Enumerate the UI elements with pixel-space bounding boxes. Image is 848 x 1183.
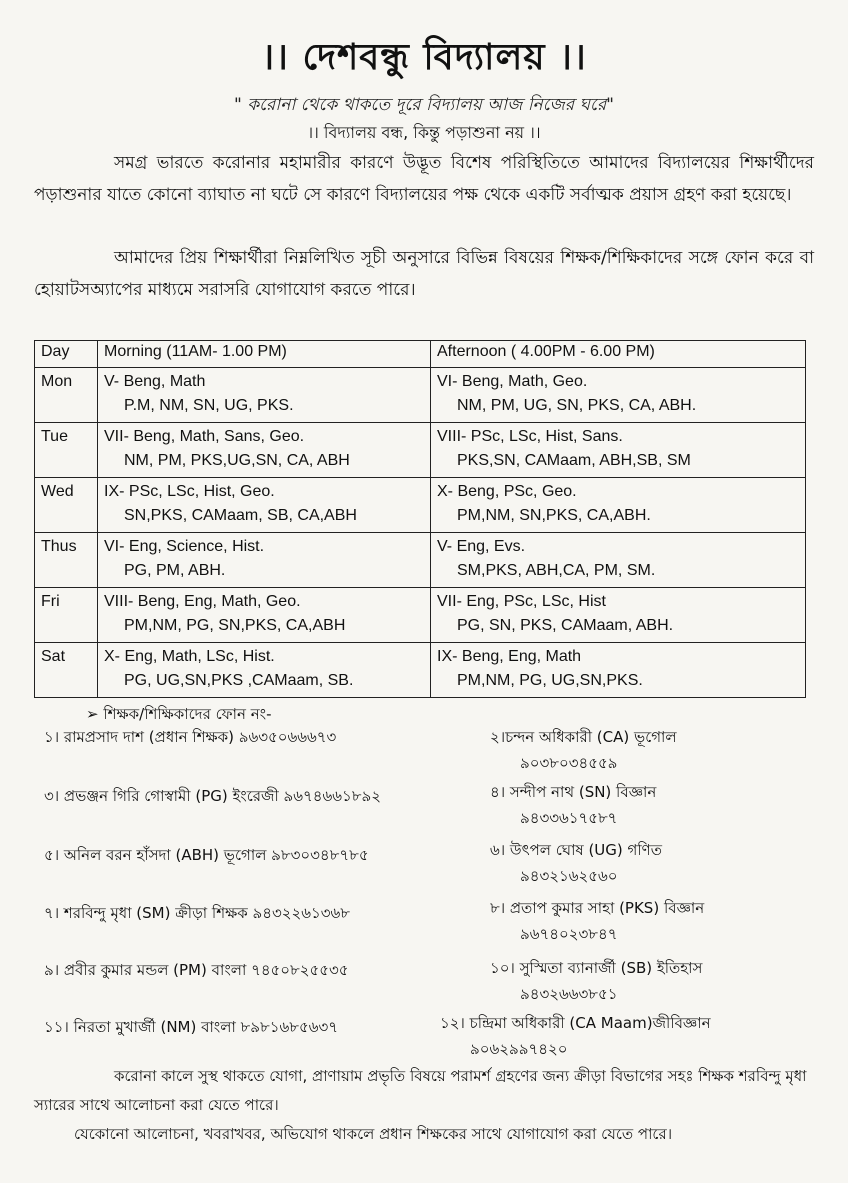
contact-item [44, 724, 336, 750]
table-row [35, 588, 806, 643]
contact-item [44, 783, 381, 809]
morning-cell [98, 423, 431, 478]
afternoon-line-2: PM,NM, SN,PKS, CA,ABH. [457, 507, 651, 524]
contact-name: ৯। প্রবীর কুমার মন্ডল (PM) বাংলা ৭৪৫০৮২৫৫৩৫ [44, 961, 349, 979]
contact-name: ৭। শরবিন্দু মৃধা (SM) ক্রীড়া শিক্ষক ৯৪৩২২৬১৩৬৮ [44, 904, 350, 922]
contact-name: ৪। সন্দীপ নাথ (SN) বিজ্ঞান [490, 783, 657, 801]
morning-line-1: VIII- Beng, Eng, Math, Geo. [104, 593, 301, 610]
contact-name: ১২। চন্দ্রিমা অধিকারী (CA Maam)জীবিজ্ঞান [440, 1014, 711, 1032]
header-day: Day [35, 341, 98, 368]
contact-item [44, 1014, 338, 1040]
contact-name: ৫। অনিল বরন হাঁসদা (ABH) ভূগোল ৯৮৩০৩৪৮৭৮৫ [44, 846, 369, 864]
day-cell: Fri [35, 588, 98, 643]
contact-name: ৩। প্রভঞ্জন গিরি গোস্বামী (PG) ইংরেজী ৯৬৭৪৬৬১৮৯২ [44, 787, 381, 805]
morning-line-2: SN,PKS, CAMaam, SB, CA,ABH [124, 507, 357, 524]
contact-number: ৯৬৭৪০২৩৮৪৭ [520, 925, 618, 943]
afternoon-line-2: PM,NM, PG, UG,SN,PKS. [457, 672, 643, 689]
morning-cell [98, 588, 431, 643]
contact-number: ৯০৩৮০৩৪৫৫৯ [520, 754, 618, 772]
morning-line-2: NM, PM, PKS,UG,SN, CA, ABH [124, 452, 350, 469]
afternoon-line-2: NM, PM, UG, SN, PKS, CA, ABH. [457, 397, 697, 414]
page-title: ।। দেশবন্ধু বিদ্যালয় ।। [261, 37, 587, 78]
contact-number: ৯৪৩৩৬১৭৫৮৭ [520, 809, 618, 827]
subheading: ।। বিদ্যালয় বন্ধ, কিন্তু পড়াশুনা নয় ।। [307, 123, 541, 142]
morning-cell [98, 478, 431, 533]
morning-line-1: VI- Eng, Science, Hist. [104, 538, 265, 555]
header-afternoon: Afternoon ( 4.00PM - 6.00 PM) [431, 341, 806, 368]
table-row [35, 643, 806, 698]
table-row [35, 533, 806, 588]
afternoon-line-1: IX- Beng, Eng, Math [437, 648, 582, 665]
contact-number: ৯৪৩২১৬২৫৬০ [520, 867, 618, 885]
afternoon-cell [431, 368, 806, 423]
contact-name: ৮। প্রতাপ কুমার সাহা (PKS) বিজ্ঞান [490, 899, 705, 917]
footer-note-2: যেকোনো আলোচনা, খবরাখবর, অভিযোগ থাকলে প্রধান শিক্ষকের সাথে যোগাযোগ করা যেতে পারে। [74, 1125, 673, 1143]
morning-line-2: PG, UG,SN,PKS ,CAMaam, SB. [124, 672, 354, 689]
day-cell: Tue [35, 423, 98, 478]
contact-item [490, 779, 656, 831]
schedule-table [34, 340, 806, 698]
morning-cell [98, 643, 431, 698]
day-cell: Wed [35, 478, 98, 533]
afternoon-line-1: VIII- PSc, LSc, Hist, Sans. [437, 428, 623, 445]
contact-name: ১১। নিরতা মুখার্জী (NM) বাংলা ৮৯৮১৬৮৫৬৩৭ [44, 1018, 338, 1036]
morning-cell [98, 533, 431, 588]
contact-item [44, 842, 369, 868]
contact-item [490, 895, 704, 947]
contact-item [440, 1010, 711, 1062]
contact-number: ৯৪৩২৬৬৩৮৫১ [520, 985, 618, 1003]
morning-line-2: PM,NM, PG, SN,PKS, CA,ABH [124, 617, 346, 634]
contact-item [44, 900, 350, 926]
morning-line-1: IX- PSc, LSc, Hist, Geo. [104, 483, 275, 500]
footer-note-1: করোনা কালে সুস্থ থাকতে যোগা, প্রাণায়াম প্রভৃতি বিষয়ে পরামর্শ গ্রহণের জন্য ক্রীড়া বিভাগের সহঃ শিক্ষক শরবিন্দু মৃধা স্যারের সাথে আলোচনা করা যেতে পারে। [34, 1067, 807, 1114]
afternoon-cell [431, 643, 806, 698]
day-cell: Thus [35, 533, 98, 588]
morning-cell [98, 368, 431, 423]
afternoon-cell [431, 423, 806, 478]
afternoon-cell [431, 588, 806, 643]
contact-item [490, 724, 677, 776]
header-morning: Morning (11AM- 1.00 PM) [98, 341, 431, 368]
afternoon-line-1: V- Eng, Evs. [437, 538, 526, 555]
tagline: " করোনা থেকে থাকতে দূরে বিদ্যালয় আজ নিজের ঘরে" [233, 95, 615, 115]
phone-list-heading: ➢ শিক্ষক/শিক্ষিকাদের ফোন নং- [86, 705, 272, 723]
morning-line-1: V- Beng, Math [104, 373, 206, 390]
afternoon-line-1: VII- Eng, PSc, LSc, Hist [437, 593, 606, 610]
afternoon-line-1: VI- Beng, Math, Geo. [437, 373, 588, 390]
contact-name: ১। রামপ্রসাদ দাশ (প্রধান শিক্ষক) ৯৬৩৫০৬৬৬৭৩ [44, 728, 337, 746]
afternoon-cell [431, 533, 806, 588]
afternoon-line-2: PG, SN, PKS, CAMaam, ABH. [457, 617, 674, 634]
morning-line-1: VII- Beng, Math, Sans, Geo. [104, 428, 305, 445]
contact-name: ২।চন্দন অধিকারী (CA) ভূগোল [490, 728, 677, 746]
morning-line-1: X- Eng, Math, LSc, Hist. [104, 648, 275, 665]
table-row [35, 368, 806, 423]
table-row [35, 423, 806, 478]
intro-paragraph-2: আমাদের প্রিয় শিক্ষার্থীরা নিম্নলিখিত সূচী অনুসারে বিভিন্ন বিষয়ের শিক্ষক/শিক্ষিকাদের সঙ্গে ফোন করে বা হোয়াটসঅ্যাপের মাধ্যমে সরাসরি যোগাযোগ করতে পারে। [34, 248, 814, 300]
afternoon-line-2: PKS,SN, CAMaam, ABH,SB, SM [457, 452, 691, 469]
afternoon-cell [431, 478, 806, 533]
intro-paragraph-1: সমগ্র ভারতে করোনার মহামারীর কারণে উদ্ভূত বিশেষ পরিস্থিতিতে আমাদের বিদ্যালয়ের শিক্ষার্থীদের পড়াশুনার যাতে কোনো ব্যাঘাত না ঘটে সে কারণে বিদ্যালয়ের পক্ষ থেকে একটি সর্বাত্মক প্রয়াস গ্রহণ করা হয়েছে। [34, 153, 814, 205]
day-cell: Sat [35, 643, 98, 698]
contact-item [44, 957, 348, 983]
afternoon-line-2: SM,PKS, ABH,CA, PM, SM. [457, 562, 656, 579]
contact-item [490, 837, 662, 889]
morning-line-2: P.M, NM, SN, UG, PKS. [124, 397, 294, 414]
contact-name: ১০। সুস্মিতা ব্যানার্জী (SB) ইতিহাস [490, 959, 703, 977]
day-cell: Mon [35, 368, 98, 423]
contact-number: ৯০৬২৯৯৭৪২০ [470, 1040, 568, 1058]
table-header-row [35, 341, 806, 368]
contact-name: ৬। উৎপল ঘোষ (UG) গণিত [490, 841, 662, 859]
contact-item [490, 955, 702, 1007]
morning-line-2: PG, PM, ABH. [124, 562, 226, 579]
afternoon-line-1: X- Beng, PSc, Geo. [437, 483, 577, 500]
footer-notes [34, 1062, 814, 1149]
table-row [35, 478, 806, 533]
